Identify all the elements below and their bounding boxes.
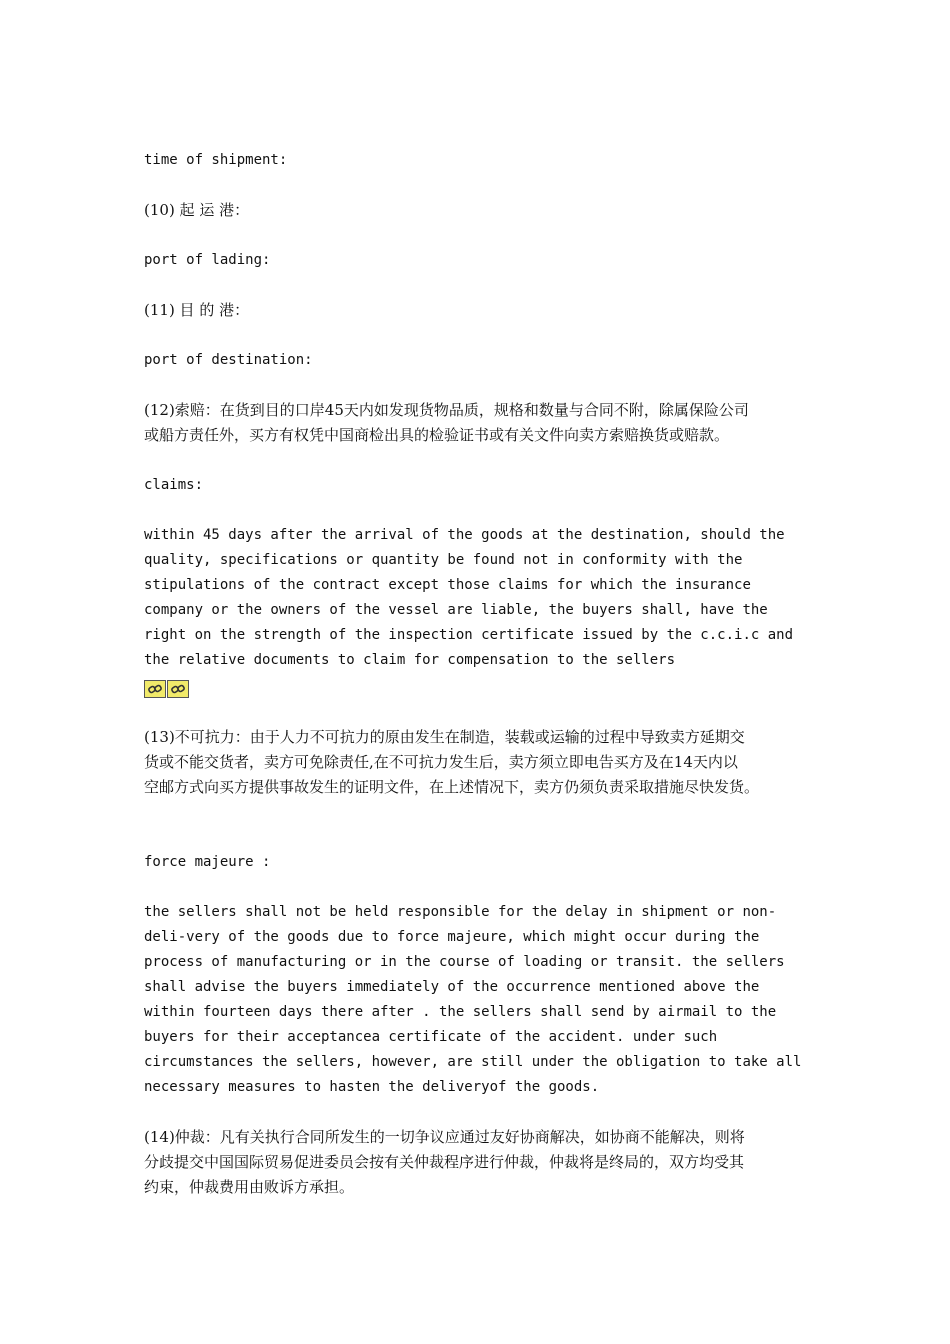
paragraph-line: the relative documents to claim for compensation to the sellers: [144, 652, 676, 668]
paragraph-line: company or the owners of the vessel are liable, the buyers shall, have the: [144, 602, 768, 618]
paragraph-line: (12)索赔：在货到目的口岸45天内如发现货物品质，规格和数量与合同不附，除属保险公司: [144, 401, 749, 419]
paragraph-line: within 45 days after the arrival of the goods at the destination, should the: [144, 527, 785, 543]
link-icon[interactable]: [144, 680, 166, 698]
paragraph-line: 约束，仲裁费用由败诉方承担。: [144, 1178, 355, 1196]
paragraph-line: quality, specifications or quantity be found not in conformity with the: [144, 552, 743, 568]
paragraph-line: circumstances the sellers, however, are still under the obligation to take all: [144, 1054, 802, 1070]
paragraph-line: 分歧提交中国国际贸易促进委员会按有关仲裁程序进行仲裁，仲裁将是终局的，双方均受其: [144, 1153, 745, 1171]
paragraph-line: stipulations of the contract except those claims for which the insurance: [144, 577, 751, 593]
paragraph: time of shipment:: [144, 152, 288, 168]
paragraph-line: shall advise the buyers immediately of the occurrence mentioned above the: [144, 979, 760, 995]
paragraph: (11) 目 的 港：: [144, 301, 250, 319]
paragraph-line: (14)仲裁：凡有关执行合同所发生的一切争议应通过友好协商解决，如协商不能解决，则将: [144, 1128, 745, 1146]
paragraph: force majeure :: [144, 854, 271, 870]
paragraph-line: deli-very of the goods due to force majeure, which might occur during the: [144, 929, 760, 945]
paragraph: (10) 起 运 港：: [144, 201, 250, 219]
link-icon[interactable]: [167, 680, 189, 698]
paragraph: port of lading:: [144, 252, 271, 268]
paragraph-line: buyers for their acceptancea certificate of the accident. under such: [144, 1029, 718, 1045]
document-body: [144, 148, 824, 1200]
paragraph-line: necessary measures to hasten the deliveryof the goods.: [144, 1079, 600, 1095]
paragraph-line: the sellers shall not be held responsible for the delay in shipment or non-: [144, 904, 777, 920]
paragraph-line: (13)不可抗力：由于人力不可抗力的原由发生在制造，装载或运输的过程中导致卖方延期交: [144, 728, 745, 746]
paragraph-line: process of manufacturing or in the course of loading or transit. the sellers: [144, 954, 785, 970]
paragraph-line: 空邮方式向买方提供事故发生的证明文件，在上述情况下，卖方仍须负责采取措施尽快发货。: [144, 778, 760, 796]
paragraph-line: 货或不能交货者，卖方可免除责任,在不可抗力发生后，卖方须立即电告买方及在14天内以: [144, 753, 738, 771]
paragraph-line: right on the strength of the inspection certificate issued by the c.c.i.c and: [144, 627, 794, 643]
paragraph: port of destination:: [144, 352, 313, 368]
paragraph: claims:: [144, 477, 204, 493]
link-icons[interactable]: [144, 680, 824, 700]
paragraph-line: 或船方责任外，买方有权凭中国商检出具的检验证书或有关文件向卖方索赔换货或赔款。: [144, 426, 730, 444]
paragraph-line: within fourteen days there after . the sellers shall send by airmail to the: [144, 1004, 777, 1020]
